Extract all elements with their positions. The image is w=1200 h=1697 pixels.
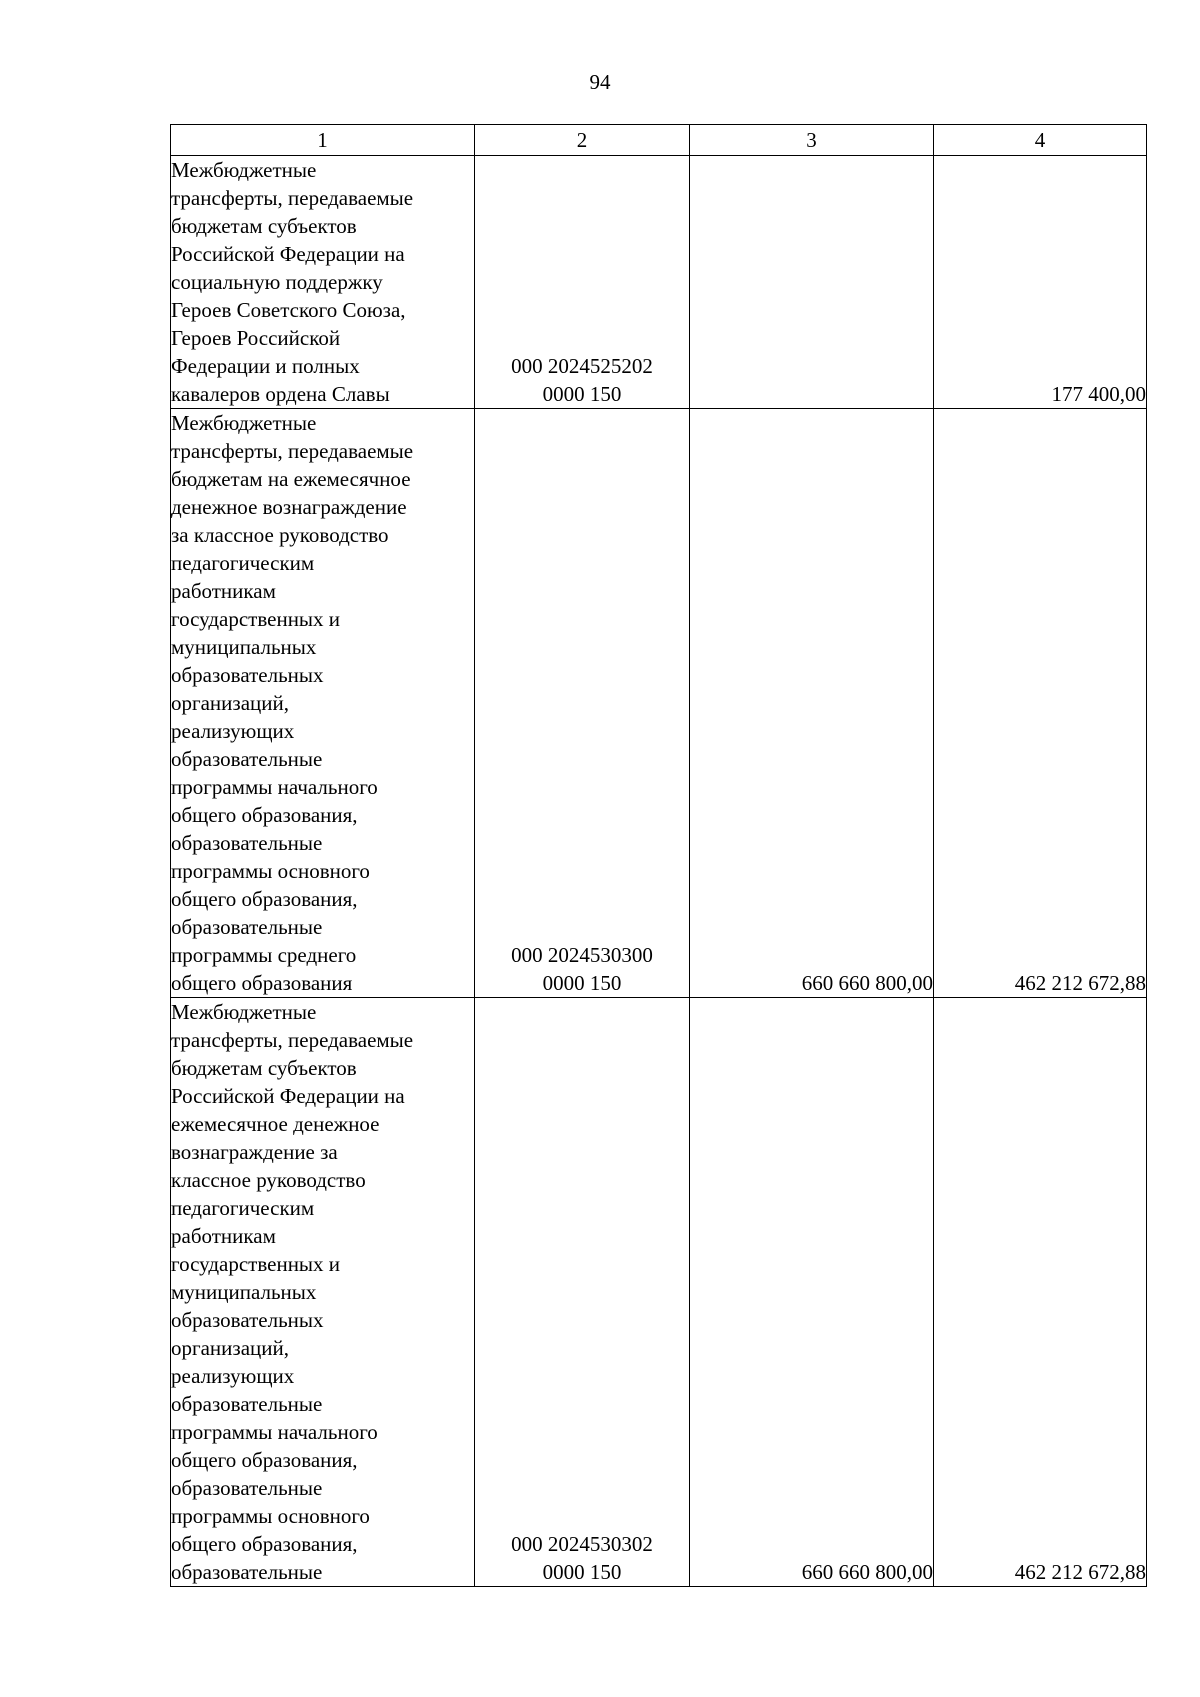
- row-value-col4: 462 212 672,88: [934, 409, 1147, 998]
- row-description-cell: [171, 998, 475, 1587]
- row-code: 000 2024530302 0000 150: [511, 1532, 653, 1584]
- table-row: [171, 998, 1147, 1587]
- row-value-col4: 462 212 672,88: [934, 998, 1147, 1587]
- row-description: Межбюджетные трансферты, передаваемые бюджетам субъектов Российской Федерации на ежемесячное денежное вознаграждение за классное руководство педагогическим работникам государственных и муниципальных образовательных организаций, реализующих образовательные программы начального общего образования, образовательные программы основного общего образования, образовательные: [171, 1000, 414, 1584]
- row-value-col3: [690, 156, 934, 409]
- table-header-row: [171, 125, 1147, 156]
- column-header-2: 2: [475, 125, 690, 156]
- row-description: Межбюджетные трансферты, передаваемые бюджетам субъектов Российской Федерации на социальную поддержку Героев Советского Союза, Героев Российской Федерации и полных кавалеров ордена Славы: [171, 158, 414, 406]
- row-value-col4: 177 400,00: [934, 156, 1147, 409]
- row-code-cell: [475, 998, 690, 1587]
- page-number: 94: [589, 70, 611, 94]
- row-value-col3: 660 660 800,00: [690, 998, 934, 1587]
- row-code-cell: [475, 156, 690, 409]
- column-header-4: 4: [934, 125, 1147, 156]
- budget-table: [170, 124, 1147, 1587]
- column-header-3: 3: [690, 125, 934, 156]
- row-code-cell: [475, 409, 690, 998]
- column-header-1: 1: [171, 125, 475, 156]
- row-code: 000 2024530300 0000 150: [511, 943, 653, 995]
- row-code: 000 2024525202 0000 150: [511, 354, 653, 406]
- table-row: [171, 409, 1147, 998]
- row-description: Межбюджетные трансферты, передаваемые бюджетам на ежемесячное денежное вознаграждение за классное руководство педагогическим работникам государственных и муниципальных образовательных организаций, реализующих образовательные программы начального общего образования, образовательные программы основного общего образования, образовательные программы среднего общего образования: [171, 411, 414, 995]
- row-description-cell: [171, 156, 475, 409]
- row-value-col3: 660 660 800,00: [690, 409, 934, 998]
- table-row: [171, 156, 1147, 409]
- row-description-cell: [171, 409, 475, 998]
